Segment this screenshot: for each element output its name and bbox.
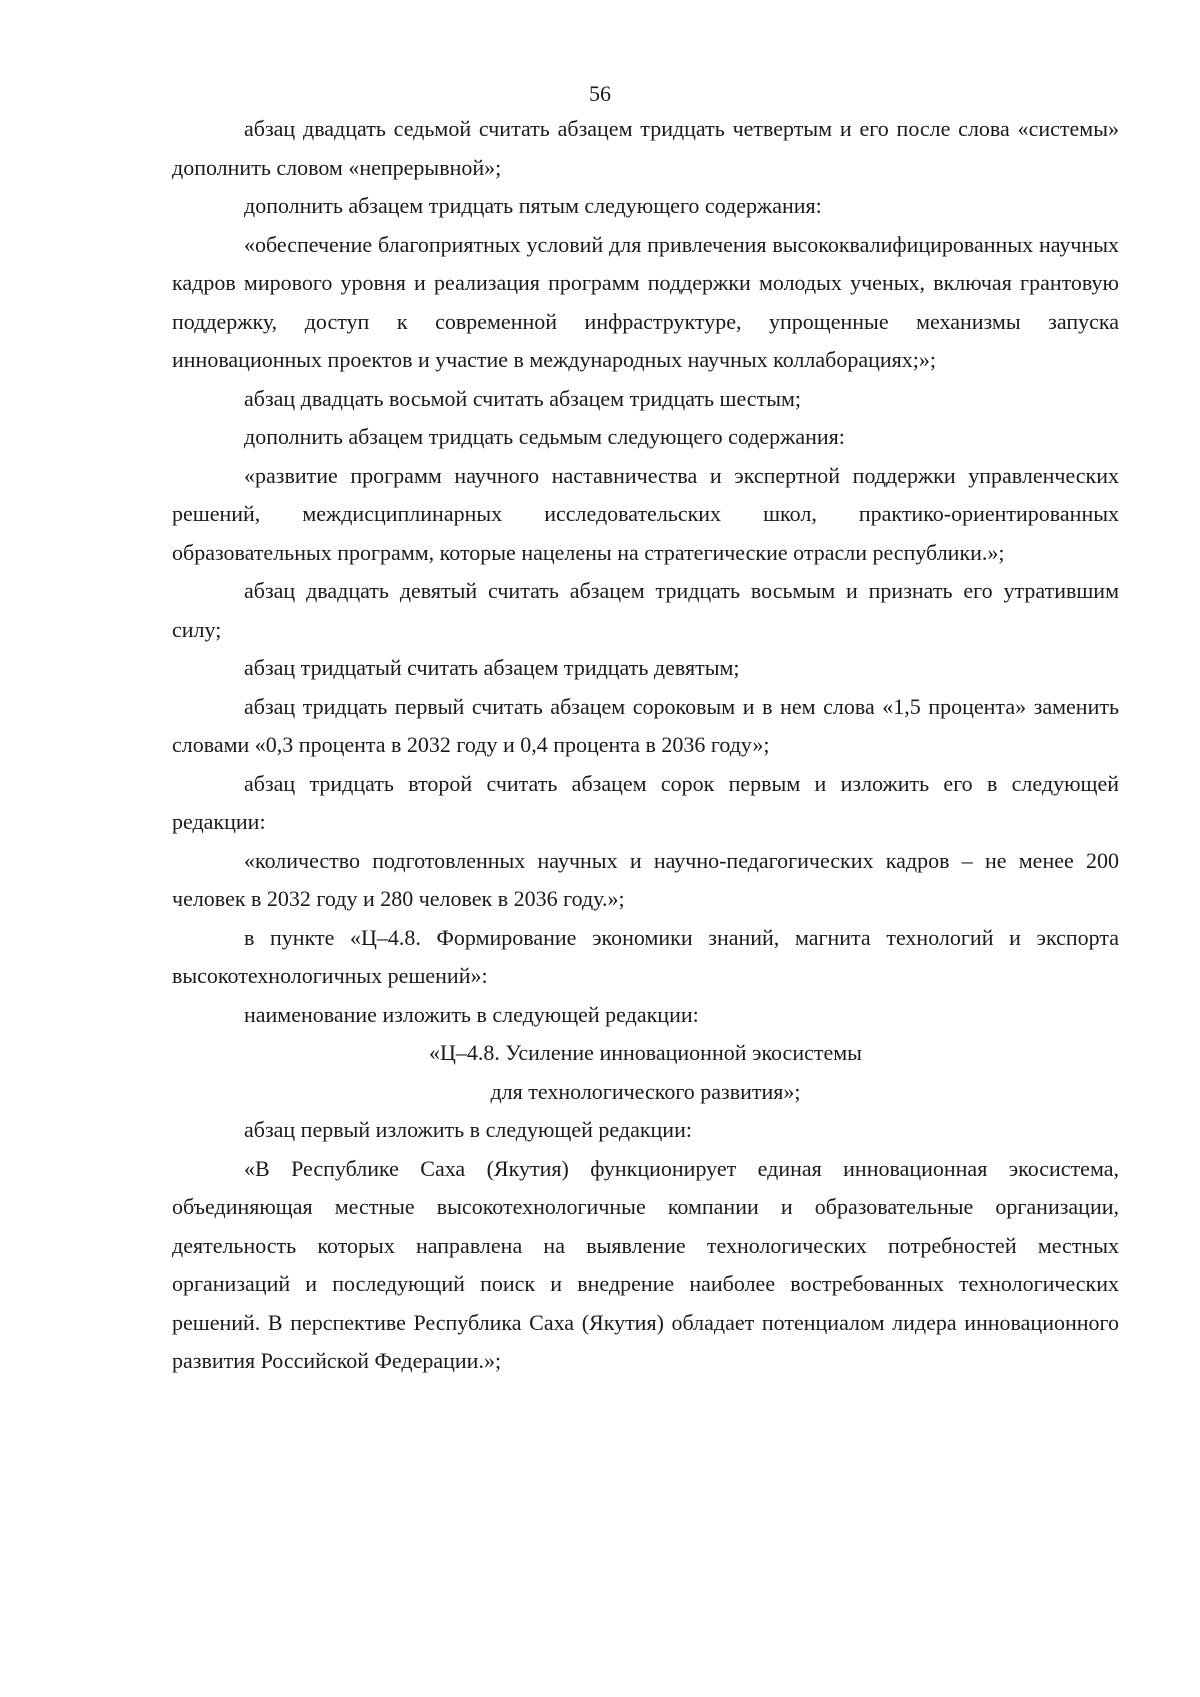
paragraph: дополнить абзацем тридцать пятым следующего содержания: — [244, 193, 822, 218]
paragraph: наименование изложить в следующей редакции: — [244, 1001, 699, 1027]
paragraph: абзац первый изложить в следующей редакции: — [244, 1117, 692, 1142]
paragraph: в пункте «Ц–4.8. Формирование экономики знаний, магнита технологий и экспорта высокотехнологичных решений»: — [172, 924, 1119, 988]
document-body — [172, 110, 1119, 1381]
page-number: 56 — [589, 81, 611, 106]
section-heading-line-1: «Ц–4.8. Усиление инновационной экосистемы — [429, 1040, 862, 1065]
paragraph: абзац двадцать восьмой считать абзацем тридцать шестым; — [244, 385, 802, 411]
paragraph: дополнить абзацем тридцать седьмым следующего содержания: — [244, 424, 845, 449]
paragraph: «количество подготовленных научных и научно-педагогических кадров – не менее 200 человек в 2032 году и 280 человек в 2036 году.»; — [172, 847, 1119, 911]
paragraph: «В Республике Саха (Якутия) функционирует единая инновационная экосистема, объединяющая местные высокотехнологичные компании и образовательные организации, деятельность которых направлена на выявление технологических потребностей местных организаций и последующий поиск и внедрение наиболее востребованных технологических решений. В перспективе Республика Саха (Якутия) обладает потенциалом лидера инновационного развития Российской Федерации.»; — [172, 1155, 1119, 1373]
section-heading-line-2: для технологического развития»; — [490, 1078, 801, 1104]
paragraph: «развитие программ научного наставничества и экспертной поддержки управленческих решений, междисциплинарных исследовательских школ, практико-ориентированных образовательных программ, которые нацелены на стратегические отрасли республики.»; — [172, 462, 1119, 565]
paragraph: абзац двадцать девятый считать абзацем тридцать восьмым и признать его утратившим силу; — [172, 578, 1119, 642]
paragraph: «обеспечение благоприятных условий для привлечения высококвалифицированных научных кадров мирового уровня и реализация программ поддержки молодых ученых, включая грантовую поддержку, доступ к современной инфраструктуре, упрощенные механизмы запуска инновационных проектов и участие в международных научных коллаборациях;»; — [172, 231, 1119, 372]
paragraph: абзац тридцать второй считать абзацем сорок первым и изложить его в следующей редакции: — [172, 770, 1119, 834]
paragraph: абзац двадцать седьмой считать абзацем тридцать четвертым и его после слова «системы» дополнить словом «непрерывной»; — [172, 116, 1119, 180]
paragraph: абзац тридцать первый считать абзацем сороковым и в нем слова «1,5 процента» заменить словами «0,3 процента в 2032 году и 0,4 процента в 2036 году»; — [172, 693, 1119, 757]
paragraph: абзац тридцатый считать абзацем тридцать девятым; — [244, 655, 740, 680]
